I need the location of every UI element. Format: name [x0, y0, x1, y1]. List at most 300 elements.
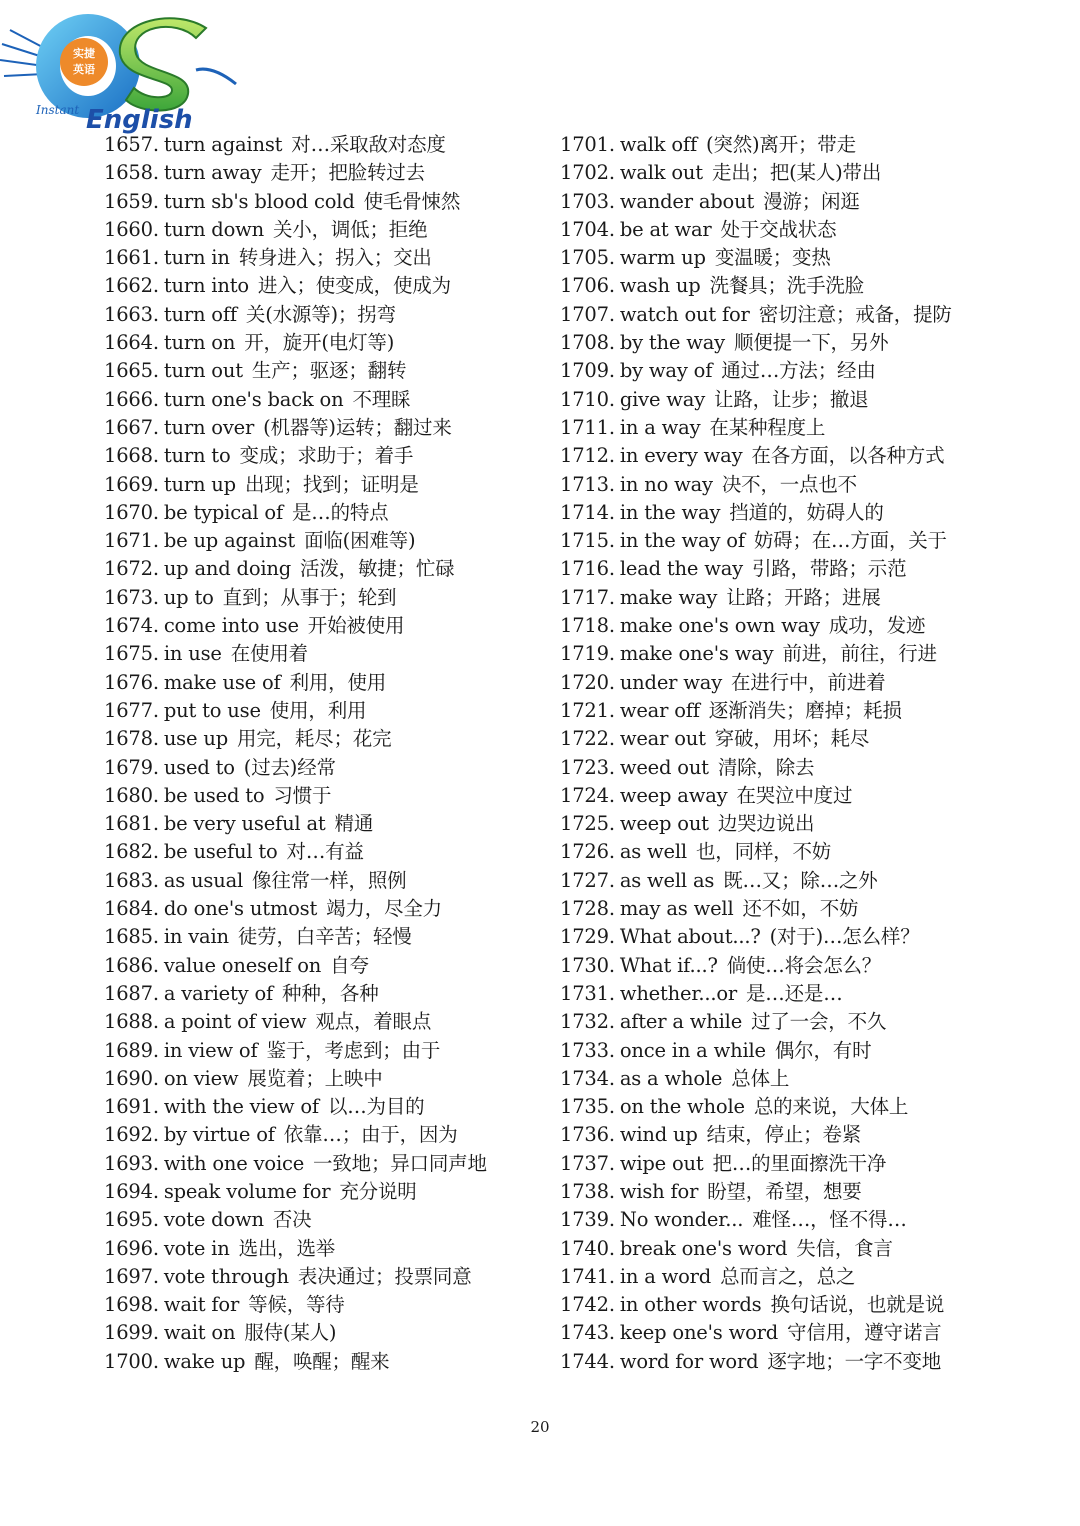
entry-number: 1681.: [104, 812, 159, 836]
phrase-entry: [104, 188, 554, 216]
chinese-meaning: 在各方面，以各种方式: [751, 444, 945, 468]
chinese-meaning: 开，旋开(电灯等): [244, 331, 395, 355]
entry-number: 1707.: [560, 302, 615, 326]
english-phrase: under way: [619, 670, 723, 694]
entry-number: 1685.: [104, 925, 159, 949]
entry-number: 1742.: [560, 1293, 615, 1317]
english-phrase: do one's utmost: [163, 897, 318, 921]
chinese-meaning: 顺便提一下，另外: [734, 331, 889, 355]
chinese-meaning: 在哭泣中度过: [736, 783, 853, 807]
phrase-entry: [104, 1121, 554, 1149]
entry-number: 1683.: [104, 868, 159, 892]
phrase-entry: [560, 527, 1060, 555]
entry-number: 1730.: [560, 953, 615, 977]
phrase-entry: [104, 640, 554, 668]
entry-number: 1699.: [104, 1321, 159, 1345]
entry-number: 1722.: [560, 727, 615, 751]
chinese-meaning: 转身进入；拐入；交出: [238, 246, 432, 270]
entry-number: 1667.: [104, 415, 159, 439]
english-phrase: in the way of: [619, 529, 745, 553]
phrase-entry: [560, 329, 1060, 357]
phrase-entry: [560, 386, 1060, 414]
entry-number: 1739.: [560, 1208, 615, 1232]
entry-number: 1691.: [104, 1095, 159, 1119]
phrase-entry: [104, 584, 554, 612]
entry-number: 1679.: [104, 755, 159, 779]
chinese-meaning: (机器等)运转；翻过来: [263, 415, 452, 439]
english-phrase: make way: [619, 585, 718, 609]
entry-number: 1735.: [560, 1095, 615, 1119]
phrase-entry: [560, 131, 1060, 159]
phrase-entry: [104, 1037, 554, 1065]
entry-number: 1675.: [104, 642, 159, 666]
phrase-entry: [104, 895, 554, 923]
phrase-entry: [104, 555, 554, 583]
english-phrase: by way of: [619, 359, 713, 383]
phrase-entry: [104, 1065, 554, 1093]
english-phrase: warm up: [619, 246, 706, 270]
chinese-meaning: 逐字地；一字不变地: [767, 1349, 942, 1373]
english-phrase: What about...?: [619, 925, 761, 949]
english-phrase: whether...or: [619, 981, 737, 1005]
phrase-entry: [104, 725, 554, 753]
phrase-entry: [560, 1263, 1060, 1291]
english-phrase: vote down: [163, 1208, 264, 1232]
chinese-meaning: 结束，停止；卷紧: [706, 1123, 862, 1147]
entry-number: 1726.: [560, 840, 615, 864]
english-phrase: lead the way: [619, 557, 743, 581]
entry-number: 1690.: [104, 1066, 159, 1090]
english-phrase: turn into: [163, 274, 249, 298]
english-phrase: in no way: [619, 472, 713, 496]
english-phrase: up to: [163, 585, 214, 609]
entry-number: 1702.: [560, 161, 615, 185]
phrase-entry: [104, 357, 554, 385]
chinese-meaning: 对…采取敌对态度: [291, 133, 446, 156]
entry-number: 1734.: [560, 1066, 615, 1090]
chinese-meaning: 在某种程度上: [709, 415, 826, 439]
entry-number: 1693.: [104, 1151, 159, 1175]
entry-number: 1688.: [104, 1010, 159, 1034]
english-phrase: wear off: [619, 698, 700, 722]
entry-number: 1744.: [560, 1349, 615, 1373]
entry-number: 1731.: [560, 981, 615, 1005]
chinese-meaning: 过了一会，不久: [751, 1010, 887, 1034]
logo-wordmark: English: [86, 105, 193, 135]
chinese-meaning: 是…的特点: [291, 500, 389, 524]
entry-number: 1659.: [104, 189, 159, 213]
entry-number: 1710.: [560, 387, 615, 411]
chinese-meaning: 既…又；除…之外: [723, 868, 878, 892]
english-phrase: come into use: [163, 614, 299, 638]
phrase-entry: [560, 867, 1060, 895]
phrase-entry: [104, 386, 554, 414]
english-phrase: wear out: [619, 727, 706, 751]
english-phrase: up and doing: [163, 557, 292, 581]
english-phrase: turn up: [163, 472, 236, 496]
english-phrase: wait for: [163, 1293, 240, 1317]
chinese-meaning: 密切注意；戒备，提防: [758, 302, 952, 326]
phrase-entry: [104, 1291, 554, 1319]
entry-number: 1670.: [104, 500, 159, 524]
english-phrase: wipe out: [619, 1151, 704, 1175]
chinese-meaning: 难怪…，怪不得…: [752, 1208, 907, 1232]
chinese-meaning: 让路；开路；进展: [726, 585, 881, 609]
entry-number: 1712.: [560, 444, 615, 468]
english-phrase: by virtue of: [163, 1123, 275, 1147]
phrase-entry: [560, 1037, 1060, 1065]
english-phrase: after a while: [619, 1010, 743, 1034]
chinese-meaning: 穿破，用坏；耗尽: [714, 727, 870, 751]
entry-number: 1669.: [104, 472, 159, 496]
english-phrase: weep out: [619, 812, 709, 836]
entry-number: 1668.: [104, 444, 159, 468]
chinese-meaning: 倘使…将会怎么？: [726, 953, 882, 977]
chinese-meaning: 出现；找到；证明是: [244, 472, 419, 496]
phrase-entry: [104, 1150, 554, 1178]
chinese-meaning: 成功，发迹: [828, 614, 926, 638]
chinese-meaning: 观点，着眼点: [315, 1010, 432, 1034]
english-phrase: on the whole: [619, 1095, 745, 1119]
chinese-meaning: 变成；求助于；着手: [239, 444, 414, 468]
entry-number: 1708.: [560, 331, 615, 355]
entry-number: 1673.: [104, 585, 159, 609]
entry-number: 1664.: [104, 331, 159, 355]
chinese-meaning: 竭力，尽全力: [326, 897, 442, 921]
chinese-meaning: 洗餐具；洗手洗脸: [709, 274, 864, 298]
entry-number: 1682.: [104, 840, 159, 864]
chinese-meaning: 依靠…；由于，因为: [283, 1123, 458, 1147]
english-phrase: make use of: [163, 670, 281, 694]
chinese-meaning: 利用，使用: [289, 670, 387, 694]
phrase-entry: [104, 471, 554, 499]
english-phrase: walk out: [619, 161, 703, 185]
english-phrase: as well as: [619, 868, 715, 892]
english-phrase: may as well: [619, 897, 734, 921]
english-phrase: make one's way: [619, 642, 774, 666]
entry-number: 1700.: [104, 1349, 159, 1373]
chinese-meaning: 等候，等待: [248, 1293, 345, 1317]
phrase-entry: [560, 980, 1060, 1008]
chinese-meaning: 总而言之，总之: [720, 1264, 856, 1288]
phrase-entry: [104, 810, 554, 838]
entry-number: 1666.: [104, 387, 159, 411]
chinese-meaning: 走出；把(某人)带出: [711, 161, 882, 185]
chinese-meaning: (对于)…怎么样？: [769, 925, 920, 949]
chinese-meaning: 妨碍；在…方面，关于: [753, 529, 947, 553]
english-phrase: turn to: [163, 444, 231, 468]
english-phrase: in the way: [619, 500, 721, 524]
chinese-meaning: 一致地；异口同声地: [313, 1151, 487, 1175]
entry-number: 1703.: [560, 189, 615, 213]
phrase-entry: [560, 640, 1060, 668]
entry-number: 1696.: [104, 1236, 159, 1260]
chinese-meaning: 种种，各种: [282, 981, 379, 1005]
entry-number: 1717.: [560, 585, 615, 609]
phrase-entry: [104, 669, 554, 697]
english-phrase: speak volume for: [163, 1179, 331, 1203]
english-phrase: turn over: [163, 415, 255, 439]
phrase-entry: [104, 782, 554, 810]
chinese-meaning: 鉴于，考虑到；由于: [266, 1038, 441, 1062]
english-phrase: walk off: [619, 133, 697, 156]
entry-number: 1737.: [560, 1151, 615, 1175]
english-phrase: once in a while: [619, 1038, 766, 1062]
phrase-entry: [560, 555, 1060, 583]
entry-number: 1677.: [104, 698, 159, 722]
entry-number: 1741.: [560, 1264, 615, 1288]
english-phrase: put to use: [163, 698, 261, 722]
entry-number: 1692.: [104, 1123, 159, 1147]
chinese-meaning: 也，同样，不妨: [695, 840, 832, 864]
chinese-meaning: 关小，调低；拒绝: [272, 217, 428, 241]
entry-number: 1695.: [104, 1208, 159, 1232]
english-phrase: turn against: [163, 133, 283, 156]
chinese-meaning: 在使用着: [230, 642, 308, 666]
english-phrase: a point of view: [163, 1010, 307, 1034]
chinese-meaning: 面临(困难等): [304, 529, 416, 553]
phrase-list-left: [104, 131, 554, 1376]
chinese-meaning: 换句话说，也就是说: [770, 1293, 945, 1317]
chinese-meaning: 还不如，不妨: [742, 897, 859, 921]
entry-number: 1738.: [560, 1179, 615, 1203]
english-phrase: word for word: [619, 1349, 759, 1373]
entry-number: 1674.: [104, 614, 159, 638]
chinese-meaning: (过去)经常: [243, 755, 336, 779]
phrase-entry: [104, 1235, 554, 1263]
phrase-entry: [560, 725, 1060, 753]
english-phrase: in a way: [619, 415, 701, 439]
chinese-meaning: 前进，前往，行进: [782, 642, 937, 666]
english-phrase: watch out for: [619, 302, 750, 326]
phrase-entry: [560, 1291, 1060, 1319]
phrase-entry: [560, 669, 1060, 697]
entry-number: 1657.: [104, 133, 159, 156]
entry-number: 1686.: [104, 953, 159, 977]
english-phrase: turn in: [163, 246, 230, 270]
english-phrase: turn on: [163, 331, 236, 355]
entry-number: 1705.: [560, 246, 615, 270]
entry-number: 1728.: [560, 897, 615, 921]
english-phrase: be used to: [163, 783, 265, 807]
english-phrase: turn sb's blood cold: [163, 189, 355, 213]
chinese-meaning: 使用，利用: [269, 698, 367, 722]
phrase-entry: [104, 952, 554, 980]
english-phrase: wish for: [619, 1179, 699, 1203]
phrase-entry: [104, 527, 554, 555]
english-phrase: in other words: [619, 1293, 762, 1317]
entry-number: 1719.: [560, 642, 615, 666]
entry-number: 1729.: [560, 925, 615, 949]
entry-number: 1718.: [560, 614, 615, 638]
phrase-entry: [104, 1319, 554, 1347]
entry-number: 1671.: [104, 529, 159, 553]
phrase-entry: [560, 244, 1060, 272]
phrase-entry: [560, 1206, 1060, 1234]
english-phrase: turn away: [163, 161, 262, 185]
phrase-entry: [560, 1121, 1060, 1149]
english-phrase: vote through: [163, 1264, 289, 1288]
entry-number: 1715.: [560, 529, 615, 553]
chinese-meaning: 决不，一点也不: [721, 472, 857, 496]
entry-number: 1733.: [560, 1038, 615, 1062]
english-phrase: wake up: [163, 1349, 246, 1373]
entry-number: 1721.: [560, 698, 615, 722]
phrase-entry: [560, 1093, 1060, 1121]
chinese-meaning: 对…有益: [286, 840, 364, 864]
phrase-entry: [104, 1348, 554, 1376]
phrase-entry: [560, 952, 1060, 980]
phrase-entry: [104, 301, 554, 329]
chinese-meaning: 开始被使用: [307, 614, 405, 638]
phrase-entry: [104, 1263, 554, 1291]
english-phrase: as well: [619, 840, 687, 864]
entry-number: 1663.: [104, 302, 159, 326]
chinese-meaning: 引路，带路；示范: [751, 557, 907, 581]
english-phrase: by the way: [619, 331, 725, 355]
entry-number: 1732.: [560, 1010, 615, 1034]
phrase-entry: [560, 782, 1060, 810]
chinese-meaning: 以…为目的: [327, 1095, 425, 1119]
entry-number: 1697.: [104, 1264, 159, 1288]
chinese-meaning: 把…的里面擦洗干净: [712, 1151, 887, 1175]
entry-number: 1711.: [560, 415, 615, 439]
english-phrase: be at war: [619, 217, 712, 241]
english-phrase: wander about: [619, 189, 755, 213]
entry-number: 1687.: [104, 981, 159, 1005]
chinese-meaning: 处于交战状态: [720, 217, 837, 241]
phrase-entry: [560, 272, 1060, 300]
phrase-list-right: [560, 131, 1060, 1376]
english-phrase: turn one's back on: [163, 387, 344, 411]
english-phrase: turn off: [163, 302, 237, 326]
entry-number: 1743.: [560, 1321, 615, 1345]
entry-number: 1714.: [560, 500, 615, 524]
english-phrase: keep one's word: [619, 1321, 779, 1345]
english-phrase: weep away: [619, 783, 728, 807]
entry-number: 1672.: [104, 557, 159, 581]
phrase-entry: [104, 442, 554, 470]
entry-number: 1680.: [104, 783, 159, 807]
phrase-entry: [560, 357, 1060, 385]
chinese-meaning: 不理睬: [352, 387, 411, 411]
phrase-entry: [560, 810, 1060, 838]
phrase-entry: [560, 188, 1060, 216]
english-phrase: a variety of: [163, 981, 274, 1005]
chinese-meaning: 偶尔，有时: [774, 1038, 872, 1062]
english-phrase: wash up: [619, 274, 701, 298]
chinese-meaning: 是…还是…: [746, 981, 843, 1005]
chinese-meaning: 让路，让步；撤退: [714, 387, 869, 411]
english-phrase: in a word: [619, 1264, 712, 1288]
chinese-meaning: 直到；从事于；轮到: [222, 585, 397, 609]
english-phrase: turn out: [163, 359, 243, 383]
phrase-entry: [104, 414, 554, 442]
chinese-meaning: 充分说明: [339, 1179, 417, 1203]
phrase-entry: [104, 1206, 554, 1234]
phrase-entry: [104, 754, 554, 782]
chinese-meaning: 逐渐消失；磨掉；耗损: [708, 698, 902, 722]
english-phrase: wait on: [163, 1321, 236, 1345]
chinese-meaning: 展览着；上映中: [247, 1066, 383, 1090]
english-phrase: value oneself on: [163, 953, 322, 977]
entry-number: 1665.: [104, 359, 159, 383]
phrase-entry: [560, 216, 1060, 244]
english-phrase: in vain: [163, 925, 229, 949]
entry-number: 1684.: [104, 897, 159, 921]
phrase-entry: [104, 838, 554, 866]
chinese-meaning: 活泼，敏捷；忙碌: [300, 557, 455, 581]
chinese-meaning: 自夸: [330, 953, 369, 977]
chinese-meaning: 精通: [334, 812, 374, 836]
english-phrase: break one's word: [619, 1236, 788, 1260]
phrase-entry: [560, 838, 1060, 866]
entry-number: 1727.: [560, 868, 615, 892]
english-phrase: used to: [163, 755, 235, 779]
english-phrase: in every way: [619, 444, 743, 468]
chinese-meaning: 失信，食言: [796, 1236, 893, 1260]
phrase-entry: [560, 697, 1060, 725]
phrase-entry: [560, 471, 1060, 499]
phrase-entry: [104, 329, 554, 357]
phrase-entry: [104, 1008, 554, 1036]
page-number: 20: [530, 1418, 550, 1436]
english-phrase: be up against: [163, 529, 296, 553]
entry-number: 1701.: [560, 133, 615, 156]
chinese-meaning: 像往常一样，照例: [252, 868, 407, 892]
badge-circle: [60, 38, 108, 86]
chinese-meaning: 守信用，遵守诺言: [787, 1321, 942, 1345]
entry-number: 1658.: [104, 161, 159, 185]
english-phrase: wind up: [619, 1123, 698, 1147]
english-phrase: What if...?: [619, 953, 718, 977]
phrase-entry: [104, 697, 554, 725]
entry-number: 1661.: [104, 246, 159, 270]
phrase-entry: [560, 612, 1060, 640]
chinese-meaning: 服侍(某人): [244, 1321, 337, 1345]
entry-number: 1736.: [560, 1123, 615, 1147]
phrase-entry: [104, 612, 554, 640]
chinese-meaning: 总的来说，大体上: [753, 1095, 909, 1119]
phrase-entry: [560, 414, 1060, 442]
phrase-entry: [104, 131, 554, 159]
english-phrase: use up: [163, 727, 228, 751]
chinese-meaning: 醒，唤醒；醒来: [254, 1349, 390, 1373]
phrase-entry: [104, 980, 554, 1008]
phrase-entry: [560, 1178, 1060, 1206]
chinese-meaning: 表决通过；投票同意: [297, 1264, 472, 1288]
phrase-entry: [104, 159, 554, 187]
chinese-meaning: 总体上: [731, 1066, 790, 1090]
phrase-entry: [560, 1150, 1060, 1178]
chinese-meaning: 否决: [272, 1208, 312, 1232]
chinese-meaning: 使毛骨悚然: [363, 189, 461, 213]
phrase-entry: [560, 1065, 1060, 1093]
entry-number: 1740.: [560, 1236, 615, 1260]
instant-english-logo: [0, 0, 245, 136]
phrase-entry: [104, 216, 554, 244]
chinese-meaning: 边哭边说出: [717, 812, 815, 836]
chinese-meaning: 选出，选举: [238, 1236, 336, 1260]
entry-number: 1689.: [104, 1038, 159, 1062]
chinese-meaning: 徒劳，白辛苦；轻慢: [237, 925, 412, 949]
chinese-meaning: 用完，耗尽；花完: [236, 727, 392, 751]
entry-number: 1706.: [560, 274, 615, 298]
entry-number: 1660.: [104, 217, 159, 241]
chinese-meaning: 挡道的，妨碍人的: [729, 500, 884, 524]
entry-number: 1709.: [560, 359, 615, 383]
phrase-entry: [104, 272, 554, 300]
